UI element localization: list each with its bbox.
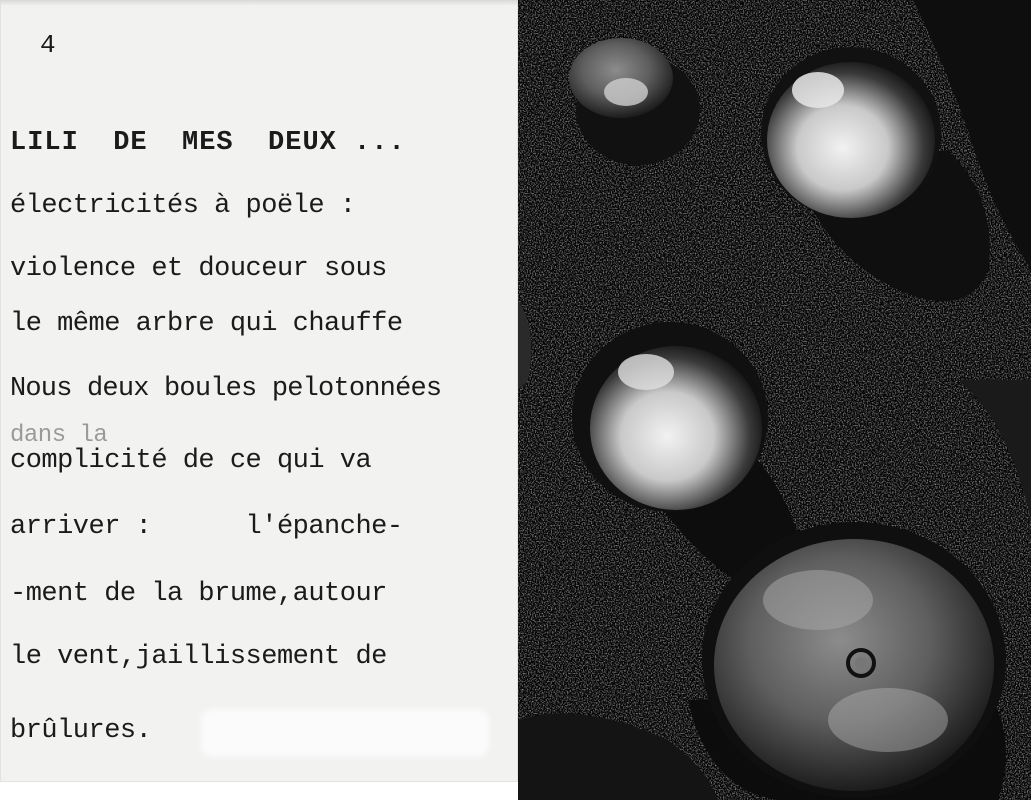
poem-line-9: le vent,jaillissement de — [10, 642, 387, 672]
page-bottom-margin — [0, 782, 518, 800]
page-number: 4 — [40, 30, 56, 60]
poem-line-2: violence et douceur sous — [10, 254, 387, 284]
poem-line-5-faint: dans la — [10, 422, 108, 449]
poem-line-1: électricités à poële : — [10, 191, 356, 221]
poem-title: LILI DE MES DEUX ... — [10, 128, 406, 158]
poem-line-7: arriver : l'épanche- — [10, 512, 403, 542]
poem-line-6: complicité de ce qui va — [10, 446, 372, 476]
poem-line-3: le même arbre qui chauffe — [10, 309, 403, 339]
droplets-image — [518, 0, 1031, 800]
poem-line-8: -ment de la brume,autour — [10, 579, 387, 609]
droplets-photograph — [518, 0, 1031, 800]
poem-line-10: brûlures. — [10, 716, 152, 746]
typewritten-sheet — [0, 0, 518, 782]
correction-whiteout — [205, 713, 485, 753]
poem-line-4: Nous deux boules pelotonnées — [10, 374, 442, 404]
